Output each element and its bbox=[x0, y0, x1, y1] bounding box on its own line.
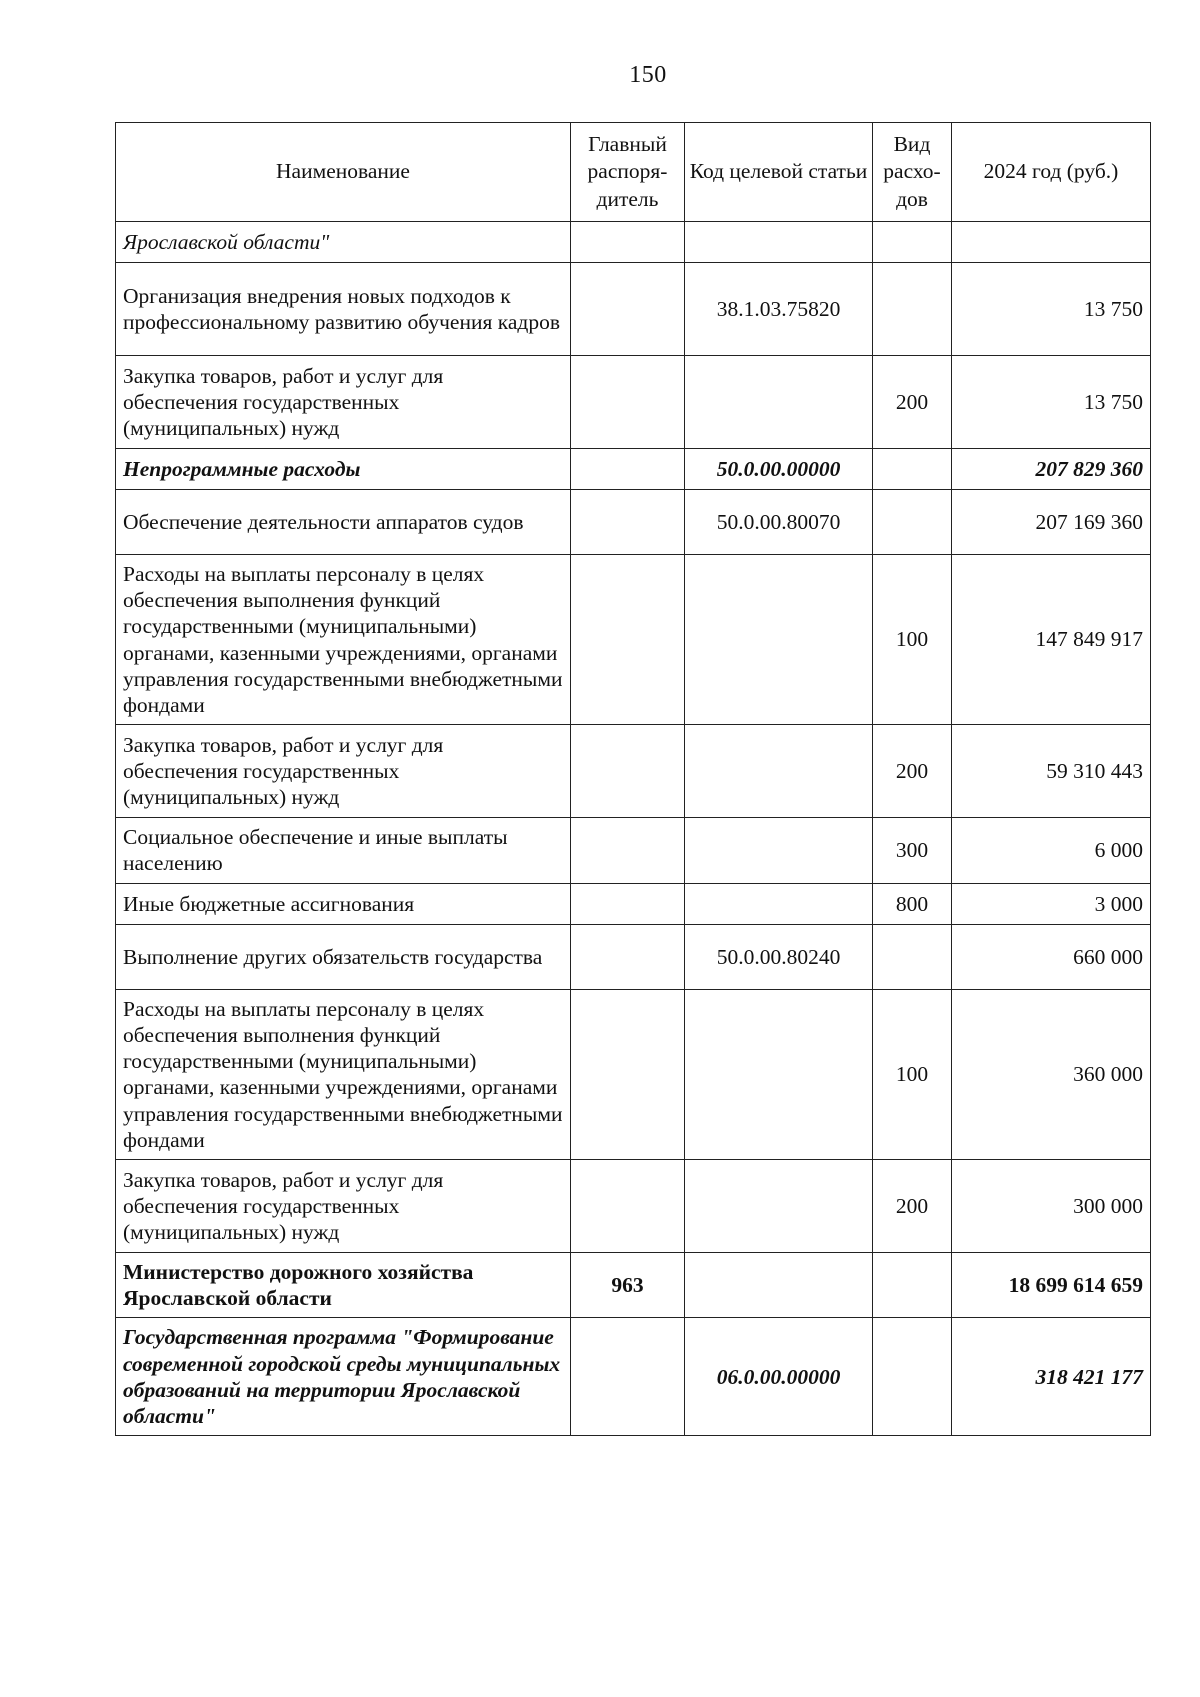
cell-chief-manager bbox=[571, 924, 685, 989]
cell-expense-type bbox=[873, 1252, 952, 1317]
budget-table bbox=[115, 122, 1151, 1436]
cell-name: Расходы на выплаты персоналу в целях обеспечения выполнения функций государственными (муниципальными) органами, казенными учреждениями, органами управления государственными внебюджетными фондами bbox=[116, 554, 571, 724]
cell-chief-manager: 963 bbox=[571, 1252, 685, 1317]
cell-name: Закупка товаров, работ и услуг для обеспечения государственных (муниципальных) нужд bbox=[116, 355, 571, 448]
header-row bbox=[116, 123, 1151, 222]
cell-target-code bbox=[685, 1159, 873, 1252]
cell-expense-type bbox=[873, 448, 952, 489]
cell-target-code bbox=[685, 883, 873, 924]
cell-chief-manager bbox=[571, 489, 685, 554]
cell-expense-type: 100 bbox=[873, 989, 952, 1159]
cell-expense-type bbox=[873, 221, 952, 262]
cell-chief-manager bbox=[571, 1159, 685, 1252]
table-row bbox=[116, 221, 1151, 262]
cell-target-code bbox=[685, 1252, 873, 1317]
cell-name: Расходы на выплаты персоналу в целях обеспечения выполнения функций государственными (муниципальными) органами, казенными учреждениями, органами управления государственными внебюджетными фондами bbox=[116, 989, 571, 1159]
cell-amount: 207 169 360 bbox=[952, 489, 1151, 554]
cell-name: Министерство дорожного хозяйства Ярославской области bbox=[116, 1252, 571, 1317]
cell-chief-manager bbox=[571, 818, 685, 883]
table-row bbox=[116, 1252, 1151, 1317]
table-row bbox=[116, 355, 1151, 448]
table-row bbox=[116, 448, 1151, 489]
cell-expense-type: 200 bbox=[873, 725, 952, 818]
cell-amount: 300 000 bbox=[952, 1159, 1151, 1252]
cell-target-code bbox=[685, 989, 873, 1159]
cell-amount: 360 000 bbox=[952, 989, 1151, 1159]
header-amount: 2024 год (руб.) bbox=[952, 123, 1151, 222]
cell-name: Ярославской области" bbox=[116, 221, 571, 262]
cell-name: Социальное обеспечение и иные выплаты населению bbox=[116, 818, 571, 883]
cell-expense-type: 200 bbox=[873, 355, 952, 448]
cell-expense-type bbox=[873, 924, 952, 989]
cell-chief-manager bbox=[571, 883, 685, 924]
cell-chief-manager bbox=[571, 221, 685, 262]
cell-expense-type bbox=[873, 262, 952, 355]
cell-amount bbox=[952, 221, 1151, 262]
cell-name: Закупка товаров, работ и услуг для обеспечения государственных (муниципальных) нужд bbox=[116, 1159, 571, 1252]
cell-expense-type: 100 bbox=[873, 554, 952, 724]
cell-name: Организация внедрения новых подходов к профессиональному развитию обучения кадров bbox=[116, 262, 571, 355]
cell-target-code bbox=[685, 818, 873, 883]
table-row bbox=[116, 883, 1151, 924]
cell-chief-manager bbox=[571, 262, 685, 355]
cell-amount: 13 750 bbox=[952, 355, 1151, 448]
table-body bbox=[116, 221, 1151, 1435]
cell-target-code: 50.0.00.00000 bbox=[685, 448, 873, 489]
cell-target-code bbox=[685, 725, 873, 818]
cell-target-code: 38.1.03.75820 bbox=[685, 262, 873, 355]
cell-name: Выполнение других обязательств государства bbox=[116, 924, 571, 989]
header-target-code: Код целевой статьи bbox=[685, 123, 873, 222]
page-number: 150 bbox=[629, 62, 667, 88]
cell-expense-type: 200 bbox=[873, 1159, 952, 1252]
cell-chief-manager bbox=[571, 554, 685, 724]
cell-expense-type: 300 bbox=[873, 818, 952, 883]
cell-amount: 3 000 bbox=[952, 883, 1151, 924]
cell-chief-manager bbox=[571, 1318, 685, 1436]
header-expense-type: Вид расхо-дов bbox=[873, 123, 952, 222]
table-row bbox=[116, 989, 1151, 1159]
cell-expense-type bbox=[873, 1318, 952, 1436]
cell-name: Иные бюджетные ассигнования bbox=[116, 883, 571, 924]
table-row bbox=[116, 725, 1151, 818]
table-row bbox=[116, 818, 1151, 883]
table-row bbox=[116, 1318, 1151, 1436]
cell-chief-manager bbox=[571, 725, 685, 818]
table-row bbox=[116, 262, 1151, 355]
cell-target-code: 50.0.00.80240 bbox=[685, 924, 873, 989]
cell-target-code bbox=[685, 355, 873, 448]
cell-amount: 6 000 bbox=[952, 818, 1151, 883]
cell-target-code bbox=[685, 221, 873, 262]
cell-amount: 147 849 917 bbox=[952, 554, 1151, 724]
cell-name: Закупка товаров, работ и услуг для обеспечения государственных (муниципальных) нужд bbox=[116, 725, 571, 818]
table-row bbox=[116, 924, 1151, 989]
table-row bbox=[116, 554, 1151, 724]
table-row bbox=[116, 489, 1151, 554]
cell-target-code: 06.0.00.00000 bbox=[685, 1318, 873, 1436]
cell-name: Обеспечение деятельности аппаратов судов bbox=[116, 489, 571, 554]
header-name: Наименование bbox=[116, 123, 571, 222]
header-chief-manager: Главный распоря-дитель bbox=[571, 123, 685, 222]
table-row bbox=[116, 1159, 1151, 1252]
cell-amount: 318 421 177 bbox=[952, 1318, 1151, 1436]
cell-expense-type bbox=[873, 489, 952, 554]
cell-name: Государственная программа "Формирование современной городской среды муниципальных образований на территории Ярославской области" bbox=[116, 1318, 571, 1436]
cell-amount: 13 750 bbox=[952, 262, 1151, 355]
cell-amount: 18 699 614 659 bbox=[952, 1252, 1151, 1317]
cell-amount: 660 000 bbox=[952, 924, 1151, 989]
cell-target-code: 50.0.00.80070 bbox=[685, 489, 873, 554]
cell-target-code bbox=[685, 554, 873, 724]
cell-amount: 207 829 360 bbox=[952, 448, 1151, 489]
cell-chief-manager bbox=[571, 448, 685, 489]
cell-amount: 59 310 443 bbox=[952, 725, 1151, 818]
cell-chief-manager bbox=[571, 989, 685, 1159]
cell-name: Непрограммные расходы bbox=[116, 448, 571, 489]
cell-chief-manager bbox=[571, 355, 685, 448]
cell-expense-type: 800 bbox=[873, 883, 952, 924]
